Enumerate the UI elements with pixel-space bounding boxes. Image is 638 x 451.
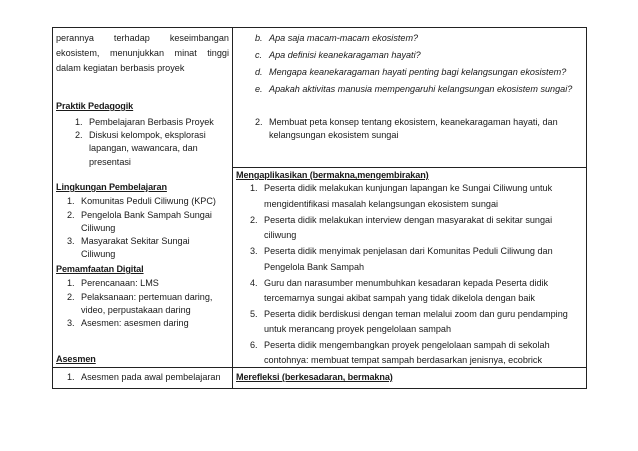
list-item-text: Asesmen: asesmen daring [81,318,189,328]
question-letter: b. [255,33,263,43]
list-item-text: Peserta didik mengembangkan proyek pengelolaan sampah di sekolah [264,340,550,350]
asesmen-heading: Asesmen [56,354,96,364]
question-letter: e. [255,84,263,94]
list-number: 1. [67,278,75,288]
list-item-text: ciliwung [264,230,297,240]
list-number: 2. [255,117,263,127]
list-number: 4. [250,278,258,288]
list-item-text: Peserta didik menyimak penjelasan dari Komunitas Peduli Ciliwung dan [264,246,553,256]
list-item-text: Pembelajaran Berbasis Proyek [89,117,214,127]
intro-line-2 [56,48,229,59]
praktik-pedagogik-heading: Praktik Pedagogik [56,101,134,111]
list-number: 2. [75,130,83,140]
list-number: 2. [67,210,75,220]
column-divider [232,27,233,389]
list-item-text: Peserta didik melakukan kunjungan lapangan ke Sungai Ciliwung untuk [264,183,553,193]
list-item-text: Masyarakat Sekitar Sungai [81,236,190,246]
list-item-text: presentasi [89,157,131,167]
list-item-text: Ciliwung [81,223,116,233]
list-number: 5. [250,309,258,319]
pemanfaatan-digital-heading: Pemamfaatan Digital [56,264,144,274]
list-number: 3. [250,246,258,256]
list-number: 2. [67,292,75,302]
intro-line-1 [56,33,229,44]
word: ekosistem, [56,48,100,58]
list-item-text: Asesmen pada awal pembelajaran [81,372,221,382]
list-item-text: kelangsungan ekosistem sungai [269,130,399,140]
question-text: Mengapa keanekaragaman hayati penting bagi kelangsungan ekosistem? [269,67,567,77]
question-letter: d. [255,67,263,77]
mengaplikasikan-heading: Mengaplikasikan (bermakna,mengembirakan) [236,170,429,180]
list-number: 1. [67,196,75,206]
list-item-text: contohnya: membuat tempat sampah berdasarkan jenisnya, ecobrick [264,355,543,365]
question-letter: c. [255,50,263,60]
merefleksi-heading: Merefleksi (berkesadaran, bermakna) [236,372,393,382]
question-text: Apa definisi keanekaragaman hayati? [269,50,421,60]
list-item-text: Pengelola Bank Sampah Sungai [81,210,212,220]
list-item-text: Ciliwung [81,249,116,259]
list-number: 6. [250,340,258,350]
list-number: 3. [67,318,75,328]
list-number: 2. [250,215,258,225]
list-item-text: video, perpustakaan daring [81,305,191,315]
question-text: Apakah aktivitas manusia mempengaruhi kelangsungan ekosistem sungai? [269,84,573,94]
list-item-text: tercemarnya sungai akibat sampah yang tidak dikelola dengan baik [264,293,535,303]
list-item-text: Membuat peta konsep tentang ekosistem, keanekaragaman hayati, dan [269,117,558,127]
list-number: 1. [75,117,83,127]
list-item-text: Komunitas Peduli Ciliwung (KPC) [81,196,216,206]
lingkungan-pembelajaran-heading: Lingkungan Pembelajaran [56,182,167,192]
word: terhadap [113,33,150,43]
word: perannya [56,33,94,43]
question-text: Apa saja macam-macam ekosistem? [269,33,419,43]
row-divider-mengaplikasikan [232,167,587,168]
intro-line-3: dalam kegiatan berbasis proyek [56,63,185,73]
list-number: 1. [67,372,75,382]
list-item-text: untuk merancang proyek pengelolaan sampah [264,324,452,334]
list-item-text: mengidentifikasi masalah kelangsungan ekosistem sungai [264,199,499,209]
list-number: 1. [250,183,258,193]
list-item-text: Peserta didik berdiskusi dengan teman melalui zoom dan guru pendamping [264,309,568,319]
word: menunjukkan [109,48,165,58]
list-item-text: Peserta didik melakukan interview dengan masyarakat di sekitar sungai [264,215,553,225]
list-item-text: Perencanaan: LMS [81,278,159,288]
word: tinggi [207,48,229,58]
list-item-text: Diskusi kelompok, eksplorasi [89,130,206,140]
row-divider-merefleksi [52,367,587,368]
list-item-text: Pengelola Bank Sampah [264,262,365,272]
list-item-text: lapangan, wawancara, dan [89,143,198,153]
word: keseimbangan [169,33,229,43]
list-number: 3. [67,236,75,246]
list-item-text: Guru dan narasumber menumbuhkan kesadaran kepada Peserta didik [264,278,549,288]
word: minat [174,48,197,58]
list-item-text: Pelaksanaan: pertemuan daring, [81,292,213,302]
